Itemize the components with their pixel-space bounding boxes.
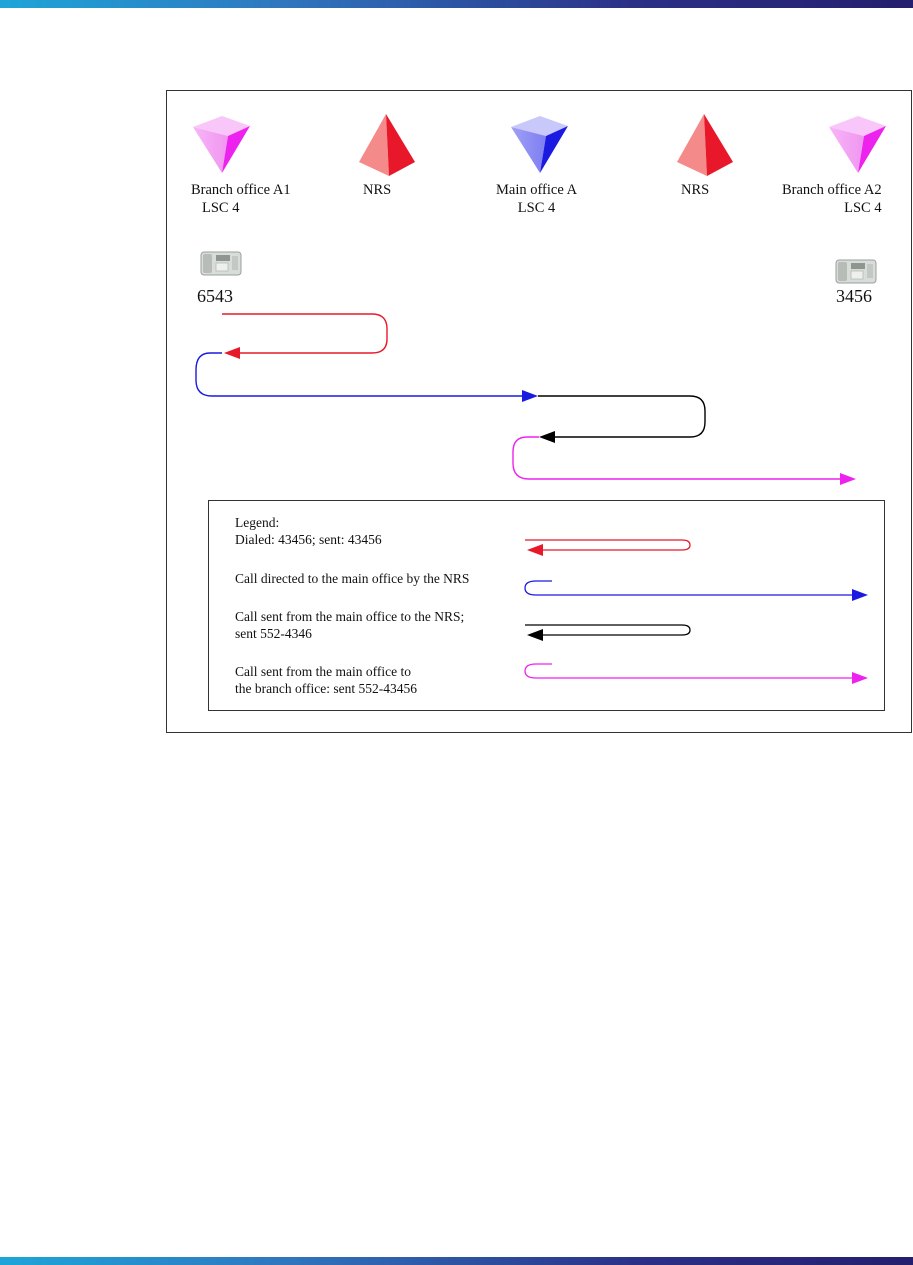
legend-entry-blue: Call directed to the main office by the NRS: [235, 571, 470, 586]
legend-title: Legend:: [235, 515, 280, 530]
flow-magenta-path: [513, 437, 856, 485]
phone-extension-right: 3456: [836, 286, 872, 306]
legend-sample-red: [525, 540, 690, 556]
nrs-left-label: NRS: [363, 182, 392, 198]
telephone-right-icon: [836, 260, 876, 283]
legend-entry-black: Call sent from the main office to the NRS; sent 552-4346: [235, 609, 465, 641]
flow-red-path: [222, 314, 387, 359]
branch-office-a2-icon: [829, 116, 886, 173]
legend-entry-magenta: Call sent from the main office to the branch office: sent 552-43456: [235, 664, 417, 696]
main-office-a-label: Main office A LSC 4: [496, 182, 578, 216]
branch-office-a2-label: Branch office A2 LSC 4: [782, 182, 882, 216]
nrs-right-icon: [677, 114, 733, 176]
branch-office-a1-label: Branch office A1 LSC 4: [191, 182, 291, 216]
legend-sample-magenta: [525, 664, 868, 684]
phone-extension-left: 6543: [197, 286, 233, 306]
legend-sample-black: [525, 625, 690, 641]
branch-office-a1-icon: [193, 116, 250, 173]
flow-black-path: [538, 396, 705, 443]
telephone-left-icon: [201, 252, 241, 275]
nrs-right-label: NRS: [681, 182, 710, 198]
flow-blue-path: [196, 353, 538, 402]
nrs-left-icon: [359, 114, 415, 176]
main-office-a-icon: [511, 116, 568, 173]
legend-sample-blue: [525, 581, 868, 601]
legend-entry-red: Dialed: 43456; sent: 43456: [235, 532, 382, 547]
